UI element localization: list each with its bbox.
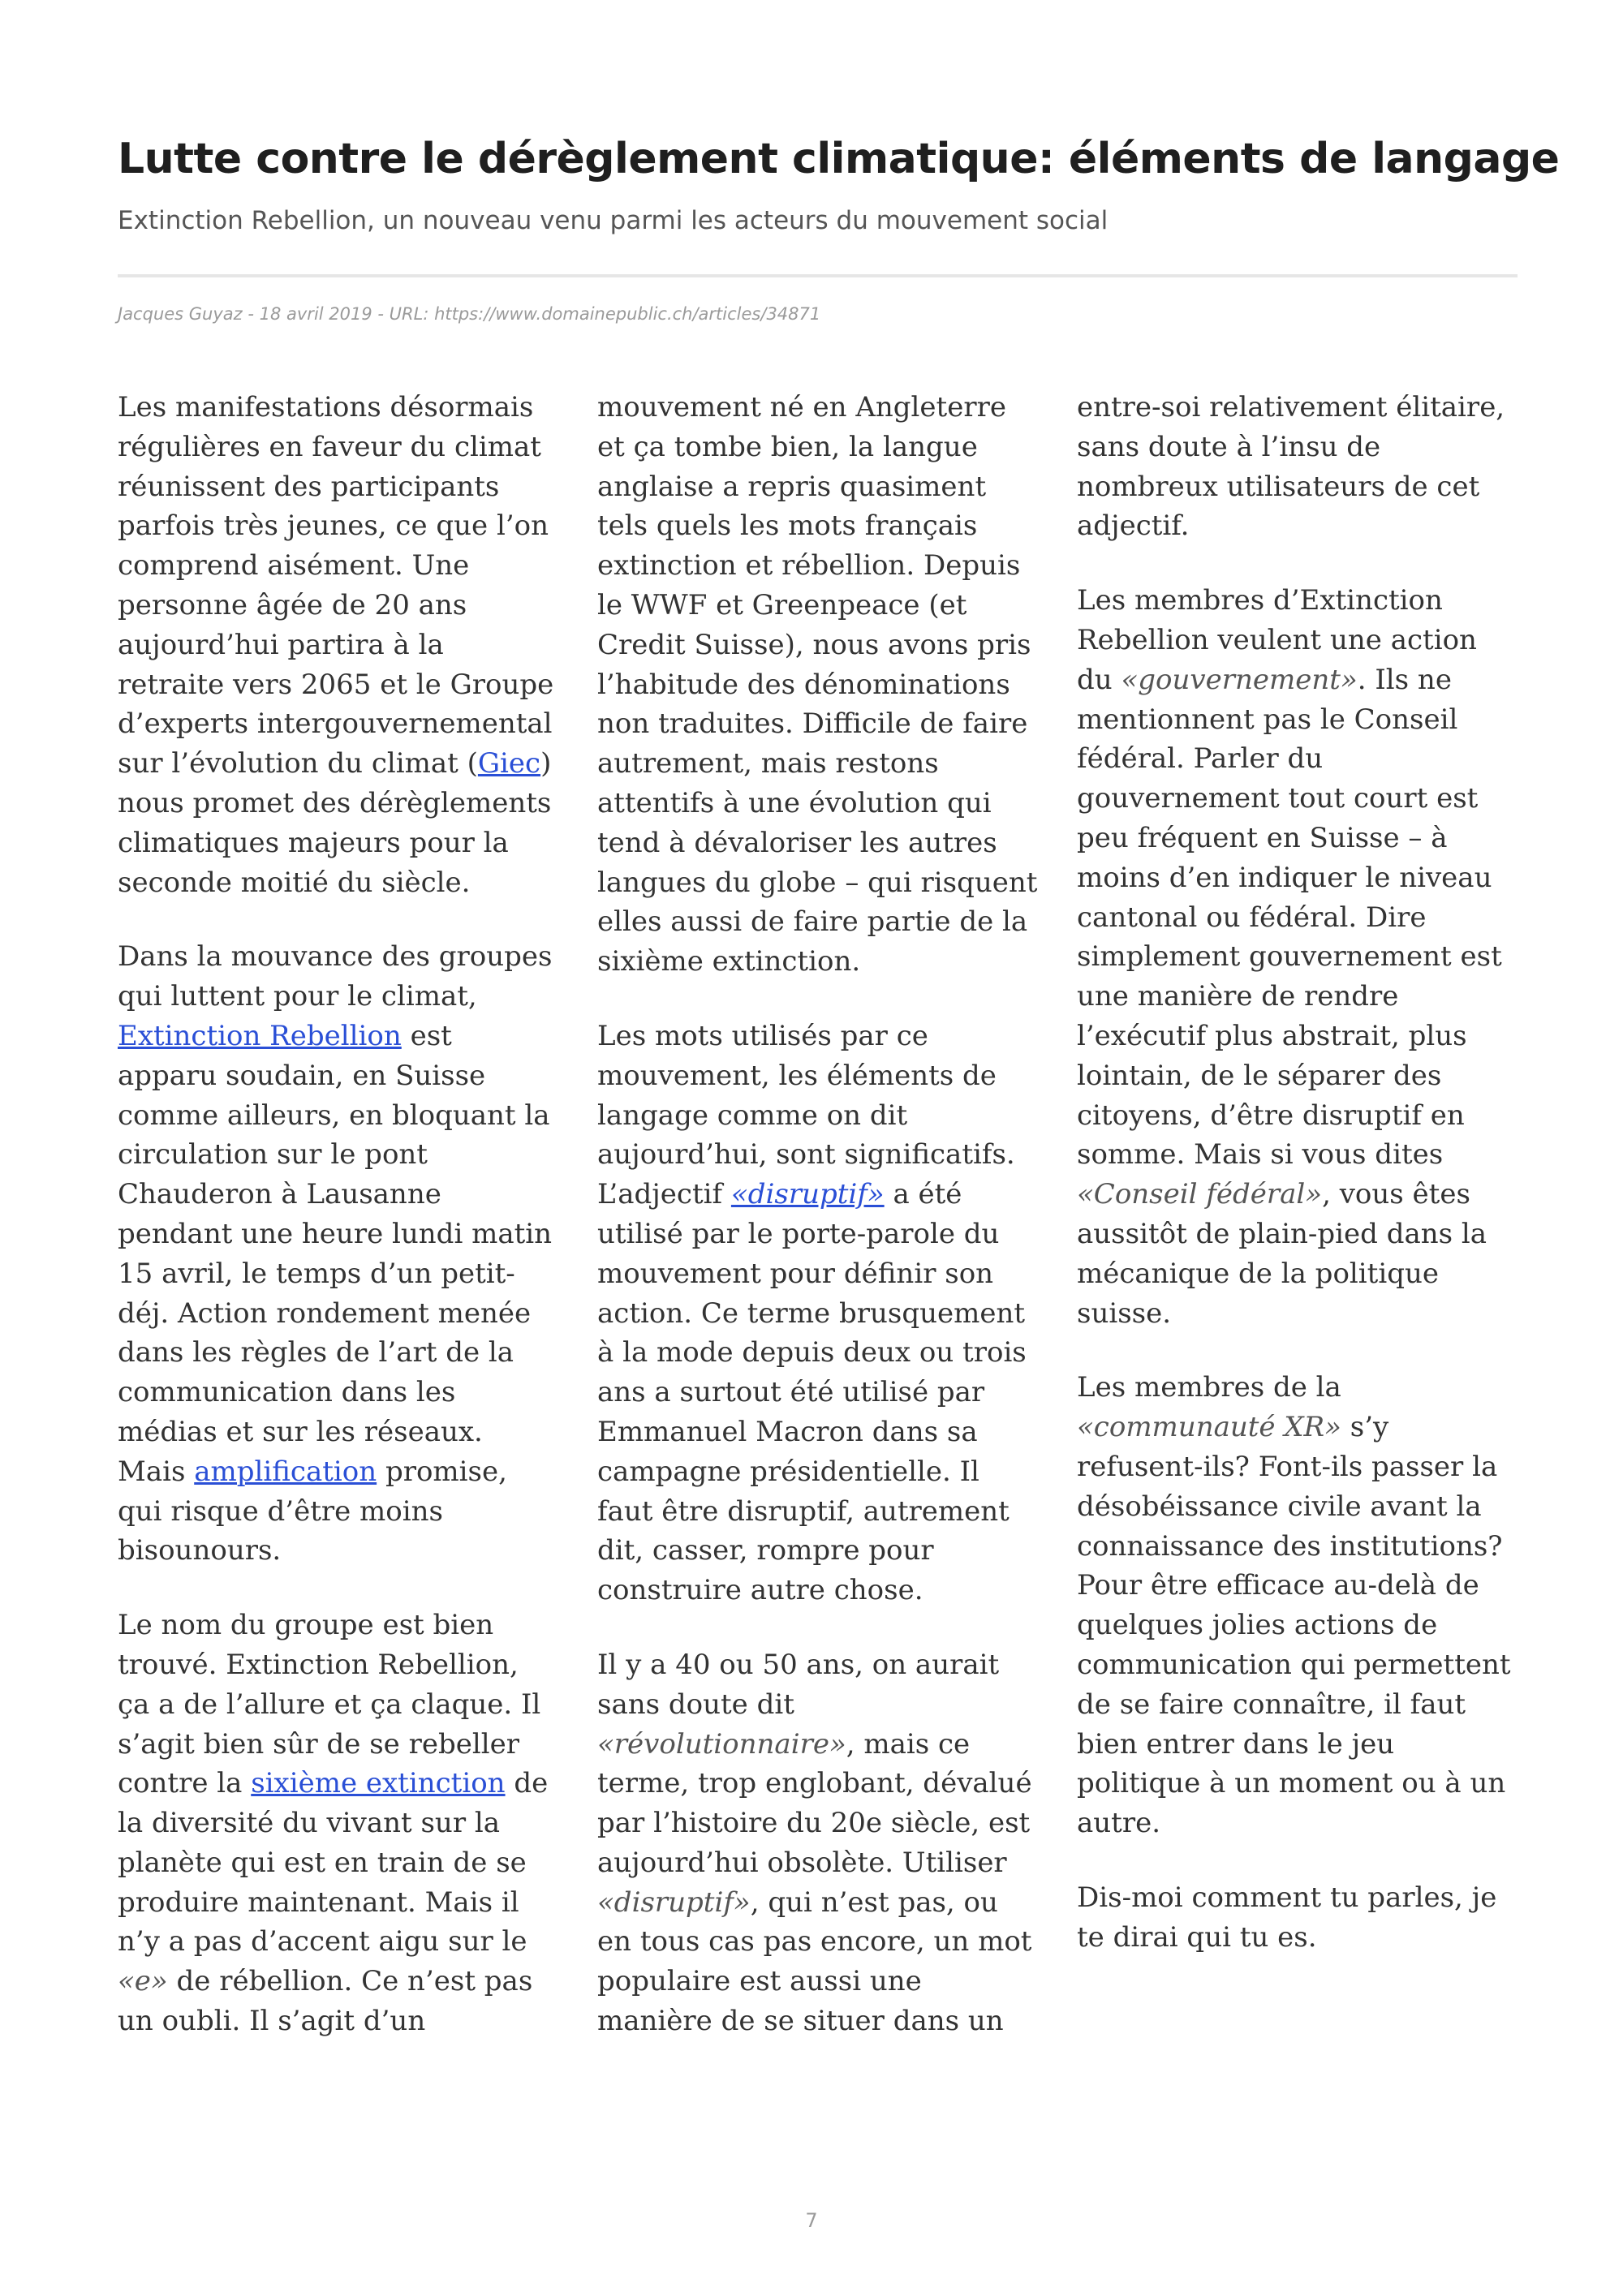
amplification-link[interactable]: amplification [194, 1455, 377, 1488]
sixieme-extinction-link[interactable]: sixième extinction [251, 1767, 506, 1800]
paragraph-7-text-2: s’y refusent-ils? Font-ils passer la désobéissance civile avant la connaissance des institutions? Pour être efficace au-delà de quelques jolies actions de communication qui permettent de se faire connaître, il faut bien entrer dans le jeu politique à un moment ou à un autre. [1077, 1411, 1511, 1840]
paragraph-5-emphasis-2: «disruptif» [597, 1885, 751, 1919]
paragraph-6-emphasis-2: «Conseil fédéral» [1077, 1178, 1323, 1211]
paragraph-6 [1077, 581, 1518, 1333]
paragraph-4-text-1: Les mots utilisés par ce mouvement, les éléments de langage comme on dit aujourd’hui, sont significatifs. L’adjectif [597, 1019, 1015, 1211]
paragraph-4-text-2: a été utilisé par le porte-parole du mouvement pour définir son action. Ce terme brusquement à la mode depuis deux ou trois ans a surtout été utilisé par Emmanuel Macron dans sa campagne présidentielle. Il faut être disruptif, autrement dit, casser, rompre pour construire autre chose. [597, 1178, 1027, 1607]
paragraph-3-text-1: Le nom du groupe est bien trouvé. Extinction Rebellion, ça a de l’allure et ça claque. Il s’agit bien sûr de se rebeller contre la [118, 1609, 541, 1800]
paragraph-2 [118, 937, 558, 1571]
article-body [118, 388, 1518, 2043]
paragraph-7-text-1: Les membres de la [1077, 1371, 1341, 1404]
paragraph-3-text-3: de rébellion. Ce n’est pas un oubli. Il s’agit d’un mouvement né en Angleterre et ça tombe bien, la langue anglaise a repris quasiment tels quels les mots français extinction et rébellion. Depuis le WWF et Greenpeace (et Credit Suisse), nous avons pris l’habitude des dénominations non traduites. Difficile de faire autrement, mais restons attentifs à une évolution qui tend à dévaloriser les autres langues du globe – qui risquent elles aussi de faire partie de la sixième extinction. [118, 391, 1038, 2038]
paragraph-2-text-3: promise, qui risque d’être moins bisounours. [118, 1455, 507, 1567]
paragraph-1 [118, 388, 558, 902]
page-number: 7 [805, 2209, 818, 2232]
article-meta: Jacques Guyaz - 18 avril 2019 - URL: https://www.domainepublic.ch/articles/34871 [118, 304, 821, 324]
paragraph-5-emphasis-1: «révolutionnaire» [597, 1727, 846, 1761]
paragraph-7 [1077, 1368, 1518, 1843]
paragraph-5-text-3: , qui n’est pas, ou en tous cas pas encore, un mot populaire est aussi une manière de se situer dans un entre-soi relativement élitaire, sans doute à l’insu de nombreux utilisateurs de cet adjectif. [597, 391, 1505, 2038]
paragraph-6-text-1: Les membres d’Extinction Rebellion veulent une action du [1077, 584, 1477, 696]
paragraph-3-text-2: de la diversité du vivant sur la planète qui est en train de se produire maintenant. Mais il n’y a pas d’accent aigu sur le [118, 1767, 549, 1958]
paragraph-8 [1077, 1878, 1518, 1958]
paragraph-1-text-2: ) nous promet des dérèglements climatiques majeurs pour la seconde moitié du siècle. [118, 747, 552, 899]
paragraph-6-emphasis-1: «gouvernement» [1121, 663, 1358, 696]
paragraph-5-text-1: Il y a 40 ou 50 ans, on aurait sans doute dit [597, 1648, 1000, 1721]
article-title: Lutte contre le dérèglement climatique: éléments de langage [118, 135, 1560, 183]
paragraph-7-emphasis-1: «communauté XR» [1077, 1411, 1341, 1444]
paragraph-3-emphasis-1: «e» [118, 1965, 168, 1998]
paragraph-1-text-1: Les manifestations désormais régulières en faveur du climat réunissent des participants parfois très jeunes, ce que l’on comprend aisément. Une personne âgée de 20 ans aujourd’hui partira à la retraite vers 2065 et le Groupe d’experts intergouvernemental sur l’évolution du climat ( [118, 391, 554, 780]
paragraph-2-text-2: est apparu soudain, en Suisse comme ailleurs, en bloquant la circulation sur le pont Chauderon à Lausanne pendant une heure lundi matin 15 avril, le temps d’un petit-déj. Action rondement menée dans les règles de l’art de la communication dans les médias et sur les réseaux. Mais [118, 1019, 553, 1488]
header-divider [118, 274, 1518, 277]
paragraph-5-text-2: , mais ce terme, trop englobant, dévalué par l’histoire du 20e siècle, est aujourd’hui obsolète. Utiliser [597, 1727, 1032, 1879]
disruptif-link[interactable]: «disruptif» [730, 1178, 885, 1211]
paragraph-6-text-3: , vous êtes aussitôt de plain-pied dans la mécanique de la politique suisse. [1077, 1178, 1487, 1330]
extinction-rebellion-link[interactable]: Extinction Rebellion [118, 1019, 402, 1052]
paragraph-8-text-1: Dis-moi comment tu parles, je te dirai qui tu es. [1077, 1881, 1497, 1954]
paragraph-2-text-1: Dans la mouvance des groupes qui luttent pour le climat, [118, 940, 553, 1013]
paragraph-6-text-2: . Ils ne mentionnent pas le Conseil fédéral. Parler du gouvernement tout court est peu fréquent en Suisse – à moins d’en indiquer le niveau cantonal ou fédéral. Dire simplement gouvernement est une manière de rendre l’exécutif plus abstrait, plus lointain, de le séparer des citoyens, d’être disruptif en somme. Mais si vous dites [1077, 663, 1502, 1172]
giec-link[interactable]: Giec [477, 747, 541, 780]
article-subtitle: Extinction Rebellion, un nouveau venu parmi les acteurs du mouvement social [118, 206, 1109, 235]
paragraph-4 [597, 1017, 1038, 1610]
